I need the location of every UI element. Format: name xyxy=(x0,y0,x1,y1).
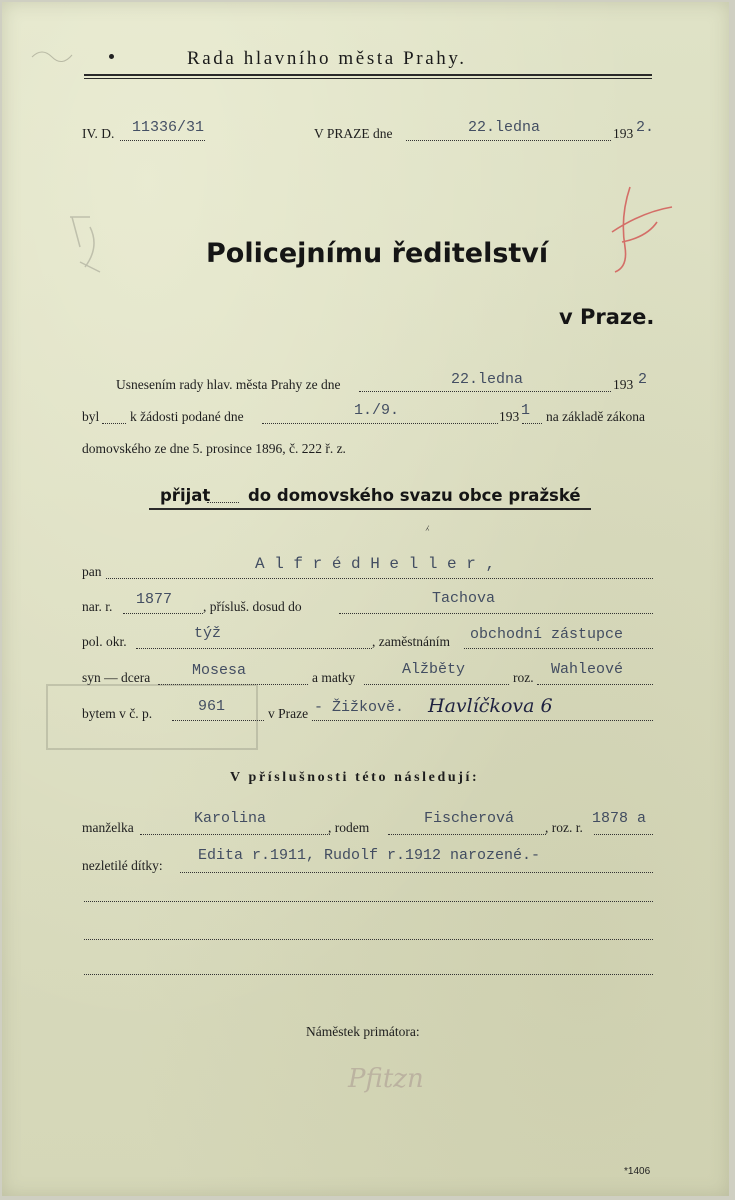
resolution-year-typed: 2 xyxy=(638,371,648,388)
request-date: 1./9. xyxy=(354,402,400,419)
decision-caret-mark: ⁁ xyxy=(426,519,429,531)
resolution-year-printed: 193 xyxy=(613,377,634,392)
job-value: obchodní zástupce xyxy=(470,626,624,643)
wife-maiden-line xyxy=(388,834,546,835)
addressee-line1: Policejnímu ředitelství xyxy=(206,238,549,269)
son-label: syn — dcera xyxy=(82,670,151,685)
wife-roz-label: , roz. r. xyxy=(545,820,583,835)
job-label: , zaměstnáním xyxy=(372,634,450,649)
mother-name: Alžběty xyxy=(402,661,466,678)
header-rule xyxy=(84,74,652,76)
ref-number-line xyxy=(120,140,205,141)
address-district: - Žižkově. xyxy=(314,699,405,716)
address-line xyxy=(312,720,653,721)
wife-label: manželka xyxy=(82,820,134,835)
request-date-line xyxy=(262,423,498,424)
addressee-line2: v Praze. xyxy=(559,305,655,329)
born-year: 1877 xyxy=(136,591,173,608)
wife-born: 1878 a xyxy=(592,810,647,827)
wife-name: Karolina xyxy=(194,810,267,827)
ref-prefix: IV. D. xyxy=(82,126,115,141)
living-label: bytem v č. p. xyxy=(82,706,153,721)
law-line2: domovského ze dne 5. prosince 1896, č. 222 ř. z. xyxy=(82,441,346,456)
house-line xyxy=(172,720,264,721)
mother-line xyxy=(364,684,509,685)
belongs-line xyxy=(339,613,653,614)
header-rule-thin xyxy=(84,78,652,79)
request-year-typed: 1 xyxy=(521,402,531,419)
decision-union: do domovského svazu obce pražské xyxy=(248,486,581,505)
decision-underline xyxy=(149,508,591,510)
blank-line-2 xyxy=(84,939,653,940)
decision-accepted-line xyxy=(207,502,239,503)
byl-line xyxy=(102,423,126,424)
header-title: Rada hlavního města Prahy. xyxy=(187,48,467,69)
person-name: A l f r é d H e l l e r , xyxy=(255,555,496,573)
blank-line-3 xyxy=(84,974,653,975)
roz-label: roz. xyxy=(513,670,534,685)
wife-born-line xyxy=(594,834,653,835)
born-line xyxy=(123,613,203,614)
blank-line-1 xyxy=(84,901,653,902)
belongs-place: Tachova xyxy=(432,590,496,607)
district-line xyxy=(136,648,372,649)
praha-label: v Praze xyxy=(268,706,309,721)
mother-label: a matky xyxy=(312,670,356,685)
pan-label: pan xyxy=(82,564,102,579)
form-code: *1406 xyxy=(624,1166,651,1177)
ref-year-typed: 2. xyxy=(636,119,655,136)
decision-accepted: přijat xyxy=(160,486,211,505)
job-line xyxy=(464,648,653,649)
pan-line xyxy=(106,578,653,579)
ref-date-line xyxy=(406,140,611,141)
house-number: 961 xyxy=(198,698,226,715)
header-bullet xyxy=(109,54,114,59)
district-value: týž xyxy=(194,625,222,642)
address-street-handwritten: Havlíčkova 6 xyxy=(428,695,553,717)
signature-handwritten: Pfitzn xyxy=(348,1064,424,1094)
rodem-label: , rodem xyxy=(328,820,370,835)
born-label: nar. r. xyxy=(82,599,113,614)
resolution-date-line xyxy=(359,391,611,392)
request-label: k žádosti podané dne xyxy=(130,409,244,424)
signature-label: Náměstek primátora: xyxy=(306,1024,420,1039)
ref-place-label: V PRAZE dne xyxy=(314,126,393,141)
law-label: na základě zákona xyxy=(546,409,645,424)
document-page xyxy=(2,2,729,1196)
ref-year-printed: 193 xyxy=(613,126,634,141)
family-heading: V příslušnosti této následují: xyxy=(230,770,480,785)
request-year-line xyxy=(522,423,542,424)
ref-number: 11336/31 xyxy=(132,119,205,136)
children-list: Edita r.1911, Rudolf r.1912 narozené.- xyxy=(198,847,541,864)
pencil-mark-side xyxy=(60,207,120,287)
mother-maiden: Wahleové xyxy=(551,661,624,678)
red-pencil-mark xyxy=(582,182,682,282)
children-line xyxy=(180,872,653,873)
belongs-label: , přísluš. dosud do xyxy=(203,599,302,614)
maiden-line xyxy=(537,684,653,685)
district-label: pol. okr. xyxy=(82,634,127,649)
byl-label: byl xyxy=(82,409,100,424)
resolution-date: 22.ledna xyxy=(451,371,524,388)
children-label: nezletilé dítky: xyxy=(82,858,163,873)
wife-maiden: Fischerová xyxy=(424,810,515,827)
father-name: Mosesa xyxy=(192,662,247,679)
request-year-printed: 193 xyxy=(499,409,520,424)
resolution-label: Usnesením rady hlav. města Prahy ze dne xyxy=(116,377,341,392)
wife-line xyxy=(140,834,330,835)
pencil-mark-top xyxy=(27,42,87,72)
ref-date: 22.ledna xyxy=(468,119,541,136)
